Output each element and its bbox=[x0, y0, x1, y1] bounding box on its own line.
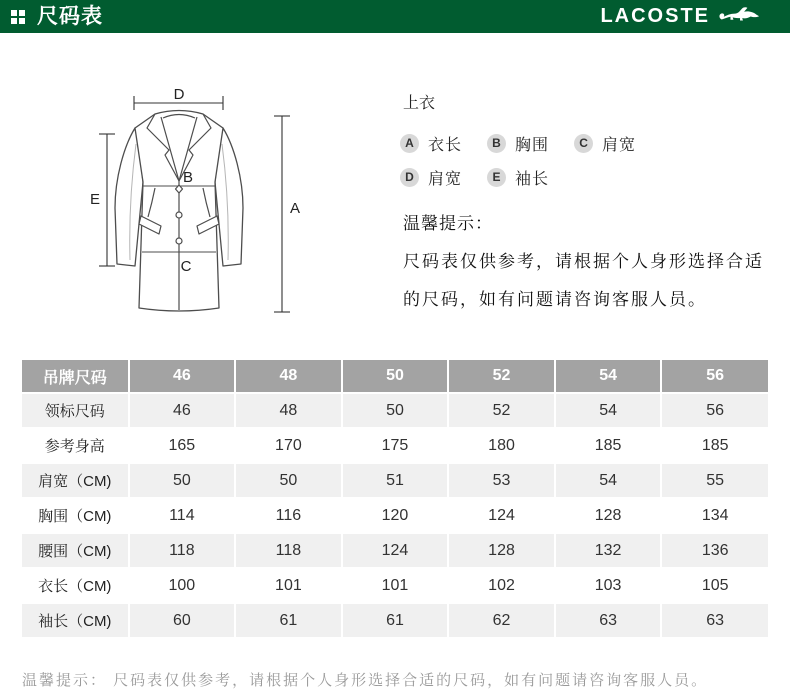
brand-logo bbox=[600, 0, 765, 33]
legend-item-e bbox=[487, 166, 549, 189]
badge-a: A bbox=[400, 134, 419, 153]
table-cell: 175 bbox=[342, 428, 449, 463]
table-cell: 53 bbox=[448, 463, 555, 498]
badge-d: D bbox=[400, 168, 419, 187]
header-cell: 46 bbox=[129, 360, 236, 393]
table-cell: 180 bbox=[448, 428, 555, 463]
grid-icon bbox=[11, 10, 25, 24]
table-cell: 101 bbox=[342, 568, 449, 603]
row-label: 袖长（CM) bbox=[22, 603, 129, 638]
table-cell: 105 bbox=[661, 568, 768, 603]
badge-c: C bbox=[574, 134, 593, 153]
table-cell: 185 bbox=[555, 428, 662, 463]
brand-wordmark: LACOSTE bbox=[600, 5, 710, 27]
badge-b: B bbox=[487, 134, 506, 153]
page-title: 尺码表 bbox=[37, 5, 103, 28]
header-cell-label: 吊牌尺码 bbox=[22, 360, 129, 393]
table-cell: 136 bbox=[661, 533, 768, 568]
table-row bbox=[22, 393, 768, 428]
legend-item-d bbox=[400, 166, 462, 189]
table-cell: 48 bbox=[235, 393, 342, 428]
crocodile-icon bbox=[718, 6, 765, 27]
legend-label-a: 衣长 bbox=[428, 137, 463, 154]
table-cell: 118 bbox=[129, 533, 236, 568]
table-row bbox=[22, 463, 768, 498]
table-cell: 103 bbox=[555, 568, 662, 603]
row-label: 领标尺码 bbox=[22, 393, 129, 428]
table-cell: 120 bbox=[342, 498, 449, 533]
legend-label-c: 肩宽 bbox=[602, 137, 637, 154]
tips-title: 温馨提示： bbox=[403, 214, 493, 233]
row-label: 参考身高 bbox=[22, 428, 129, 463]
table-cell: 100 bbox=[129, 568, 236, 603]
table-cell: 124 bbox=[342, 533, 449, 568]
header-cell: 48 bbox=[235, 360, 342, 393]
table-header-row bbox=[22, 360, 768, 393]
table-cell: 102 bbox=[448, 568, 555, 603]
table-cell: 63 bbox=[555, 603, 662, 638]
table-cell: 118 bbox=[235, 533, 342, 568]
legend-label-d: 肩宽 bbox=[428, 171, 463, 188]
table-cell: 51 bbox=[342, 463, 449, 498]
table-cell: 134 bbox=[661, 498, 768, 533]
footer-note: 温馨提示： 尺码表仅供参考，请根据个人身形选择合适的尺码，如有问题请咨询客服人员。 bbox=[22, 672, 709, 689]
table-cell: 116 bbox=[235, 498, 342, 533]
table-row bbox=[22, 603, 768, 638]
coat-diagram bbox=[85, 82, 350, 322]
table-cell: 63 bbox=[661, 603, 768, 638]
row-label: 胸围（CM) bbox=[22, 498, 129, 533]
legend-label-e: 袖长 bbox=[515, 171, 550, 188]
table-cell: 165 bbox=[129, 428, 236, 463]
dim-label-d: D bbox=[173, 86, 185, 103]
header-cell: 56 bbox=[661, 360, 768, 393]
legend-item-b bbox=[487, 132, 549, 155]
tips-body bbox=[403, 243, 783, 319]
table-cell: 60 bbox=[129, 603, 236, 638]
table-cell: 132 bbox=[555, 533, 662, 568]
table-cell: 50 bbox=[129, 463, 236, 498]
size-table bbox=[22, 360, 768, 639]
legend-row-1 bbox=[400, 132, 661, 155]
legend-item-c bbox=[574, 132, 636, 155]
table-cell: 61 bbox=[342, 603, 449, 638]
legend-label-b: 胸围 bbox=[515, 137, 550, 154]
dim-label-a: A bbox=[290, 200, 301, 217]
table-cell: 54 bbox=[555, 463, 662, 498]
table-cell: 56 bbox=[661, 393, 768, 428]
table-cell: 101 bbox=[235, 568, 342, 603]
table-row bbox=[22, 498, 768, 533]
header-cell: 52 bbox=[448, 360, 555, 393]
legend-row-2 bbox=[400, 166, 574, 189]
header-cell: 50 bbox=[342, 360, 449, 393]
row-label: 衣长（CM) bbox=[22, 568, 129, 603]
table-cell: 185 bbox=[661, 428, 768, 463]
header-cell: 54 bbox=[555, 360, 662, 393]
table-cell: 52 bbox=[448, 393, 555, 428]
table-cell: 128 bbox=[555, 498, 662, 533]
table-cell: 61 bbox=[235, 603, 342, 638]
table-cell: 55 bbox=[661, 463, 768, 498]
table-cell: 54 bbox=[555, 393, 662, 428]
dim-label-b: B bbox=[182, 169, 194, 186]
header-bar bbox=[0, 0, 790, 33]
table-cell: 62 bbox=[448, 603, 555, 638]
table-cell: 128 bbox=[448, 533, 555, 568]
table-row bbox=[22, 533, 768, 568]
table-cell: 170 bbox=[235, 428, 342, 463]
table-cell: 50 bbox=[235, 463, 342, 498]
row-label: 肩宽（CM) bbox=[22, 463, 129, 498]
badge-e: E bbox=[487, 168, 506, 187]
legend-item-a bbox=[400, 132, 462, 155]
row-label: 腰围（CM) bbox=[22, 533, 129, 568]
table-cell: 50 bbox=[342, 393, 449, 428]
section-title: 上衣 bbox=[403, 95, 436, 112]
tips-line-1: 尺码表仅供参考，请根据个人身形选择合适 bbox=[403, 252, 764, 271]
table-row bbox=[22, 568, 768, 603]
table-row bbox=[22, 428, 768, 463]
table-cell: 46 bbox=[129, 393, 236, 428]
tips-line-2: 的尺码，如有问题请咨询客服人员。 bbox=[403, 290, 707, 309]
dim-label-e: E bbox=[90, 191, 101, 208]
table-cell: 124 bbox=[448, 498, 555, 533]
dim-label-c: C bbox=[180, 258, 192, 275]
table-cell: 114 bbox=[129, 498, 236, 533]
